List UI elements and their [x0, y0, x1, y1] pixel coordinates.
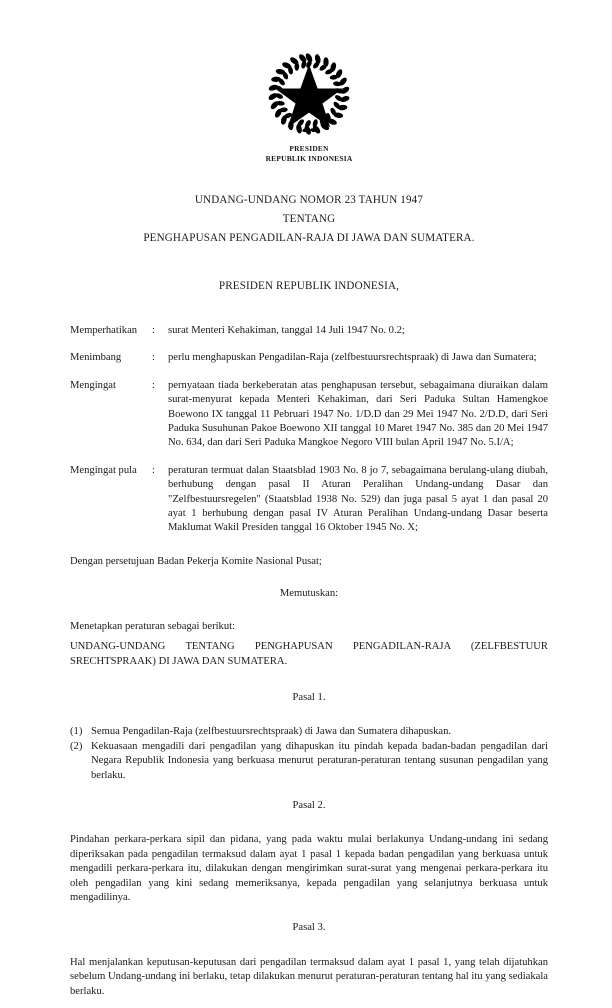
- clause-body: peraturan termuat dalan Staatsblad 1903 No. 8 jo 7, sebagaimana berulang-ulang diubah, berhubung dengan pasal II Aturan Peralihan Undang-undang Dasar dan "Zelfbestuursregelen" (Staatsblad 1938 No. 529) dan juga pasal 5 ayat 1 dan pasal 20 ayat 1 berhubung dengan pasal IV Aturan Peralihan Undang-undang Dasar beserta Maklumat Wakil Presiden tanggal 16 Oktober 1945 No. X;: [168, 464, 548, 534]
- emblem-caption: [70, 144, 548, 163]
- document-title: [70, 191, 548, 248]
- pasal-2-heading: Pasal 2.: [292, 799, 326, 811]
- decision-heading: Memutuskan:: [279, 588, 339, 600]
- document-content: [70, 0, 548, 999]
- title-line-subject: PENGHAPUSAN PENGADILAN-RAJA DI JAWA DAN SUMATERA.: [143, 232, 475, 244]
- clause-row: [70, 351, 548, 365]
- clause-colon: :: [152, 325, 155, 336]
- clause-body: pernyataan tiada berkeberatan atas penghapusan tersebut, sebagaimana diuraikan dalam surat-menyurat kepada Menteri Kehakiman, dari Seri Paduka Sultan Hamengkoe Boewono IX tanggal 11 Pebruari 1947 No. 1/D.D dan 29 Mei 1947 No. 2/D.D, dari Seri Paduka Susuhunan Pakoe Boewono XII tanggal 10 Maret 1947 No. 385 dan 20 Mei 1947 No. 634, dan dari Seri Paduka Mangkoe Negoro VIII bulan April 1947 No. 5.I/A;: [168, 379, 548, 449]
- clause-body: perlu menghapuskan Pengadilan-Raja (zelfbestuursrechtspraak) di Jawa dan Sumatera;: [168, 352, 537, 364]
- approval-line: Dengan persetujuan Badan Pekerja Komite Nasional Pusat;: [70, 555, 322, 567]
- enactment-intro: Menetapkan peraturan sebagai berikut:: [70, 620, 236, 632]
- pasal-3-body: Hal menjalankan keputusan-keputusan dari pengadilan termaksud dalam ayat 1 pasal 1, yang telah dijatuhkan sebelum Undang-undang ini berlaku, tetap dilakukan menurut peraturan-peraturan tentang hal itu yang sediakala berlaku.: [70, 956, 548, 997]
- pasal-1-items: [70, 725, 548, 783]
- clause-label: Mengingat: [70, 379, 116, 391]
- title-line-number: UNDANG-UNDANG NOMOR 23 TAHUN 1947: [194, 194, 424, 206]
- clause-row: [70, 379, 548, 451]
- clause-colon: :: [152, 464, 155, 476]
- emblem-block: [70, 0, 548, 163]
- clause-label: Mengingat pula: [70, 464, 137, 476]
- list-item: [70, 740, 548, 783]
- clause-colon: :: [152, 379, 155, 391]
- clause-label: Menimbang: [70, 352, 122, 364]
- pasal-3-heading: Pasal 3.: [292, 922, 326, 934]
- list-item-text: Kekuasaan mengadili dari pengadilan yang dihapuskan itu pindah kepada badan-badan pengadilan dari Negara Republik Indonesia yang berkuasa menurut peraturan-peraturan tentang susunan pengadilan yang berlaku.: [91, 740, 548, 781]
- emblem-caption-line2: REPUBLIK INDONESIA: [265, 153, 353, 163]
- clause-colon: :: [152, 352, 155, 364]
- clause-row: [70, 324, 548, 338]
- list-item-text: Semua Pengadilan-Raja (zelfbestuursrechtspraak) di Jawa dan Sumatera dihapuskan.: [91, 726, 452, 738]
- list-item: [70, 725, 548, 739]
- pasal-1-heading: Pasal 1.: [292, 691, 326, 703]
- enactment-title: UNDANG-UNDANG TENTANG PENGHAPUSAN PENGADILAN-RAJA (ZELFBESTUUR SRECHTSPRAAK) DI JAWA DAN SUMATERA.: [70, 641, 548, 667]
- list-item-marker: (2): [70, 740, 83, 752]
- clause-label: Memperhatikan: [70, 325, 138, 336]
- pasal-2-body: Pindahan perkara-perkara sipil dan pidana, yang pada waktu mulai berlakunya Undang-undang ini sedang diperiksakan pada pengadilan termaksud dalam ayat 1 pasal 1 kepada badan pengadilan yang berkuasa untuk mengadili perkara-perkara itu, dilakukan dengan mengirimkan surat-surat yang mengenai perkara-perkara itu oleh pengadilan yang kini sedang memeriksanya, kepada pengadilan yang selanjutnya berkuasa untuk mengadilinya.: [70, 834, 548, 903]
- issuer-line: PRESIDEN REPUBLIK INDONESIA,: [218, 280, 400, 292]
- clause-row: [70, 464, 548, 536]
- clause-list: [70, 324, 548, 536]
- title-line-tentang: TENTANG: [282, 213, 336, 225]
- list-item-marker: (1): [70, 726, 83, 738]
- indonesia-presidential-seal-star-wreath-icon: [263, 52, 355, 136]
- clause-body: surat Menteri Kehakiman, tanggal 14 Juli 1947 No. 0.2;: [168, 325, 405, 336]
- emblem-caption-line1: PRESIDEN: [289, 144, 329, 153]
